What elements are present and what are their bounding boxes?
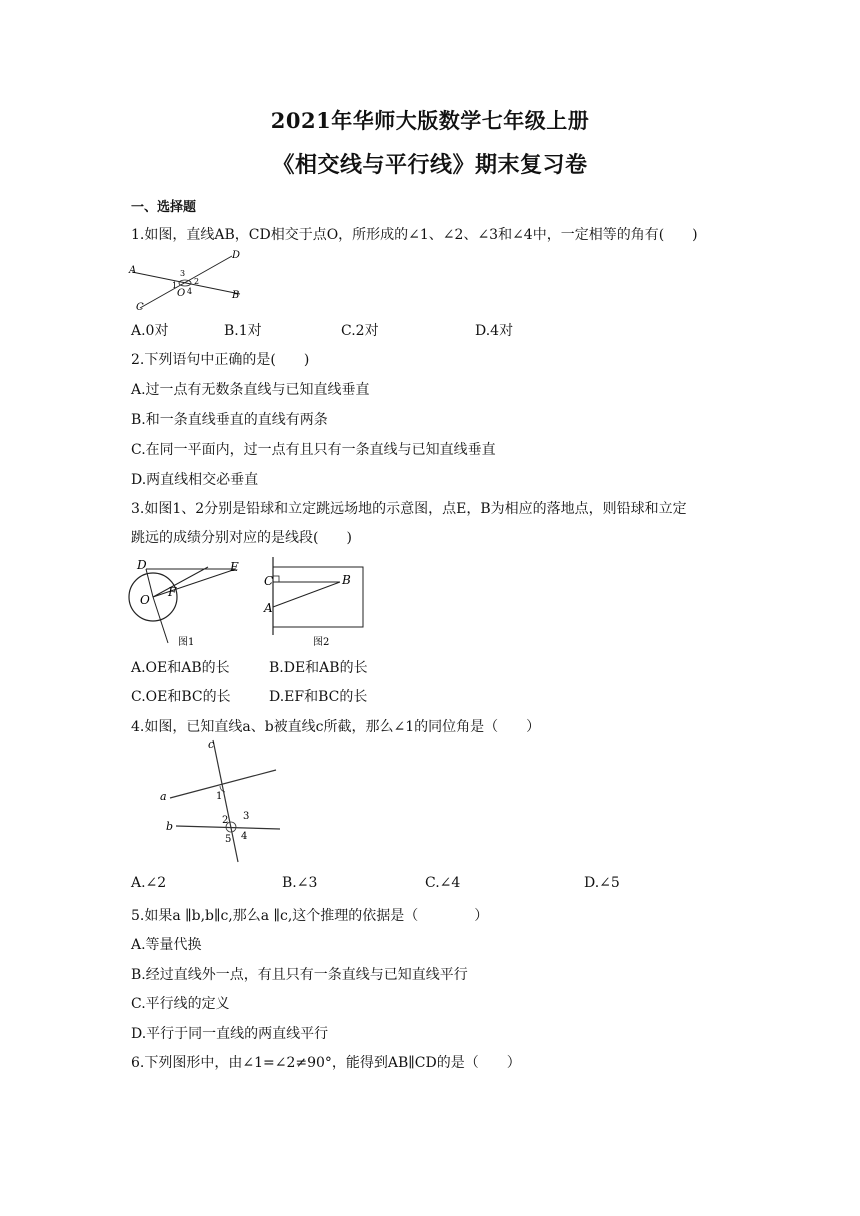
q3-option-a: A.OE和AB的长 [131,660,230,676]
question-1-stem: 1.如图，直线AB，CD相交于点O，所形成的∠1、∠2、∠3和∠4中，一定相等的角有( ) [131,227,698,243]
q3-option-d: D.EF和BC的长 [269,689,368,705]
q5-option-a: A.等量代换 [131,937,202,953]
question-3-figure-1 [126,555,256,650]
label-C: C [136,302,144,313]
label-1: 1 [172,281,178,290]
section-title: 一、选择题 [131,200,197,215]
fig1-label-E: E [230,560,239,574]
label-4: 4 [187,287,193,296]
fig4-label-a: a [160,790,167,803]
title-line-1: 2021年华师大版数学七年级上册 [270,108,590,133]
question-6-stem: 6.下列图形中，由∠1=∠2≠90°，能得到AB∥CD的是（ ） [131,1055,521,1071]
q3-option-b: B.DE和AB的长 [269,660,368,676]
label-D: D [232,250,241,261]
fig1-caption: 图1 [178,637,195,648]
label-B: B [232,290,240,301]
q4-option-c: C.∠4 [425,875,461,891]
question-3-figure-2 [260,555,370,650]
fig4-label-2: 2 [222,815,229,826]
question-4-figure [158,738,284,864]
label-A: A [129,265,137,276]
q1-option-c: C.2对 [341,323,379,339]
question-5-stem: 5.如果a ∥b,b∥c,那么a ∥c,这个推理的依据是（ ） [131,908,489,924]
fig4-label-1: 1 [216,791,223,802]
fig4-label-c: c [208,738,215,751]
fig1-label-D: D [137,558,147,572]
q4-option-b: B.∠3 [282,875,318,891]
fig1-label-F: F [168,585,177,599]
q5-option-d: D.平行于同一直线的两直线平行 [131,1026,329,1042]
fig4-label-4: 4 [241,831,248,842]
fig2-label-A: A [264,601,273,615]
q4-option-a: A.∠2 [131,875,167,891]
q2-option-a: A.过一点有无数条直线与已知直线垂直 [131,382,370,398]
question-3-stem-line-1: 3.如图1、2分别是铅球和立定跳远场地的示意图，点E，B为相应的落地点，则铅球和立定 [131,501,687,517]
q5-option-b: B.经过直线外一点，有且只有一条直线与已知直线平行 [131,967,468,983]
title-line-2: 《相交线与平行线》期末复习卷 [272,152,588,178]
q1-option-d: D.4对 [475,323,514,339]
q2-option-c: C.在同一平面内，过一点有且只有一条直线与已知直线垂直 [131,442,496,458]
q1-option-a: A.0对 [131,323,169,339]
q2-option-b: B.和一条直线垂直的直线有两条 [131,412,328,428]
fig2-label-B: B [342,573,351,587]
fig2-caption: 图2 [313,637,330,648]
q5-option-c: C.平行线的定义 [131,996,230,1012]
fig1-label-O: O [140,593,150,607]
fig4-label-3: 3 [243,811,250,822]
fig4-label-b: b [166,820,174,833]
q1-option-b: B.1对 [224,323,262,339]
label-O: O [177,288,186,299]
fig2-label-C: C [264,574,274,588]
label-2: 2 [194,277,200,286]
q3-option-c: C.OE和BC的长 [131,689,231,705]
question-1-figure [128,248,248,312]
question-4-stem: 4.如图，已知直线a、b被直线c所截，那么∠1的同位角是（ ） [131,719,541,735]
q2-option-d: D.两直线相交必垂直 [131,472,259,488]
label-3: 3 [180,269,186,278]
fig4-label-5: 5 [225,834,232,845]
q4-option-d: D.∠5 [584,875,620,891]
question-2-stem: 2.下列语句中正确的是( ) [131,352,310,368]
question-3-stem-line-2: 跳远的成绩分别对应的是线段( ) [131,530,352,546]
